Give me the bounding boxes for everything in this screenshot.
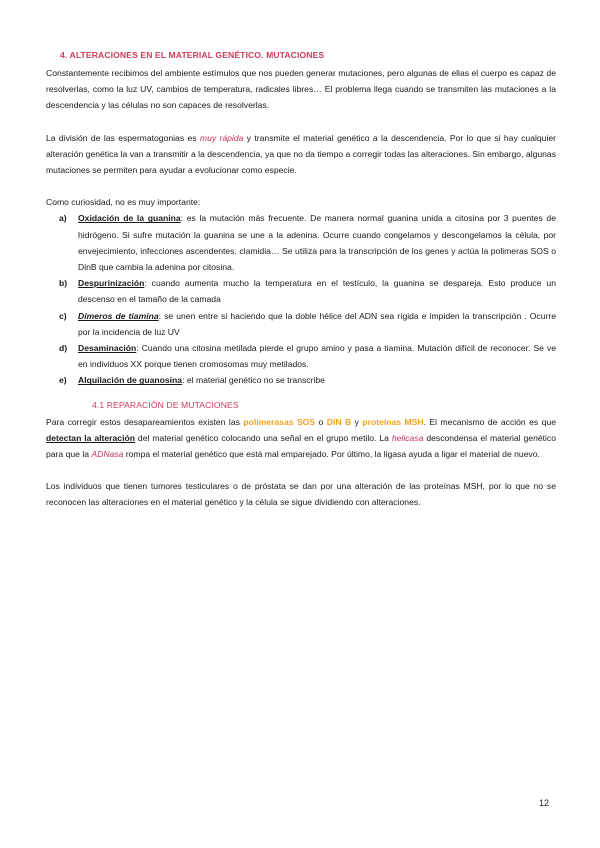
mutation-list [46,210,556,388]
list-item [46,210,556,275]
list-item [46,275,556,307]
list-term: Oxidación de la guanina [78,213,181,224]
paragraph-tumores: Los individuos que tienen tumores testiculares o de próstata se dan por una alteración de las proteínas MSH, por lo que no se reconocen las alteraciones en el material genético y la célula se sigue dividiendo con alteraciones. [46,481,556,508]
emphasis-adnasa: ADNasa [91,449,124,460]
paragraph-reparacion: Para corregir estos desapareamientos existen las polimerasas SOS o DIN B y proteínas MSH. El mecanismo de acción es que detectan la alteración del material genético colocando una señal en el grupo metilo. La helicasa descondensa el material genético para que la ADNasa rompa el material genético que está mal emparejado. Por último, la ligasa ayuda a ligar el material de nuevo. [46,416,557,460]
list-term: Alquilación de guanosina [78,375,183,386]
list-term: Desaminación [78,343,137,354]
list-text: : se unen entre si haciendo que la doble hélice del ADN sea rígida e impiden la transcripción . Ocurre por la incidencia de luz UV [78,310,557,337]
list-marker: c) [59,310,67,321]
list-item [46,372,556,388]
list-marker: a) [59,213,67,224]
paragraph-espermatogonias: La división de las espermatogonias es muy rápida y transmite el material genético a la descendencia. Por lo que si hay cualquier alteración genética la van a transmitir a la descendencia, ya que no da tiempo a corregir todas las alteraciones. Sin embargo, algunas mutaciones se permiten para ayudar a evolucionar como especie. [46,132,556,176]
highlight-proteinas-msh: proteínas MSH [362,416,424,427]
list-text: : cuando aumenta mucho la temperatura en el testículo, la guanina se despareja. Esto produce un descenso en el tamaño de la camada [78,278,556,305]
section-heading: 4. ALTERACIONES EN EL MATERIAL GENÉTICO. MUTACIONES [60,50,325,60]
list-text: : es la mutación más frecuente. De manera normal guanina unida a citosina por 3 puentes de hidrógeno. Si sufre mutación la guanina se une a la adenina. Ocurre cuando congelamos y descongelamos la célula, por envejecimiento, infecciones ascendentes, clamidia… Se utiliza para la transcripción de los genes y actúa la polimeras SOS o DinB que cambia la adenina por citosina. [78,213,556,273]
paragraph-curiosidad: Como curiosidad, no es muy importante: [46,197,201,208]
list-marker: b) [59,278,68,289]
list-item [46,340,556,372]
list-term: Despurinización [78,278,145,289]
list-text: : Cuando una citosina metilada pierde el grupo amino y pasa a tiamina. Mutación difícil de reconocer. Se ve en individuos XX porque tienen cromosomas muy metilados. [78,343,556,370]
subsection-heading: 4.1 REPARACIÓN DE MUTACIONES [92,399,239,410]
emphasis-muy-rapida: muy rápida [199,132,244,143]
list-text: : el material genético no se transcribe [182,375,325,386]
page-number: 12 [539,798,550,808]
list-marker: d) [59,343,68,354]
document-page [46,50,556,511]
emphasis-helicasa: helicasa [391,432,424,443]
highlight-din-b: DIN B [326,416,352,427]
paragraph-intro: Constantemente recibimos del ambiente estímulos que nos pueden generar mutaciones, pero algunas de ellas el cuerpo es capaz de resolverlas, como la luz UV, cambios de temperatura, radicales libres… El problema llega cuando se transmiten las mutaciones a la descendencia y las células no son capaces de resolverlas. [46,68,556,111]
list-item [46,308,556,340]
list-term: Dímeros de tiamina [78,310,159,321]
term-detectan: detectan la alteración [46,432,135,443]
highlight-polimerasas-sos: polimerasas SOS [243,416,316,427]
list-marker: e) [59,375,67,386]
